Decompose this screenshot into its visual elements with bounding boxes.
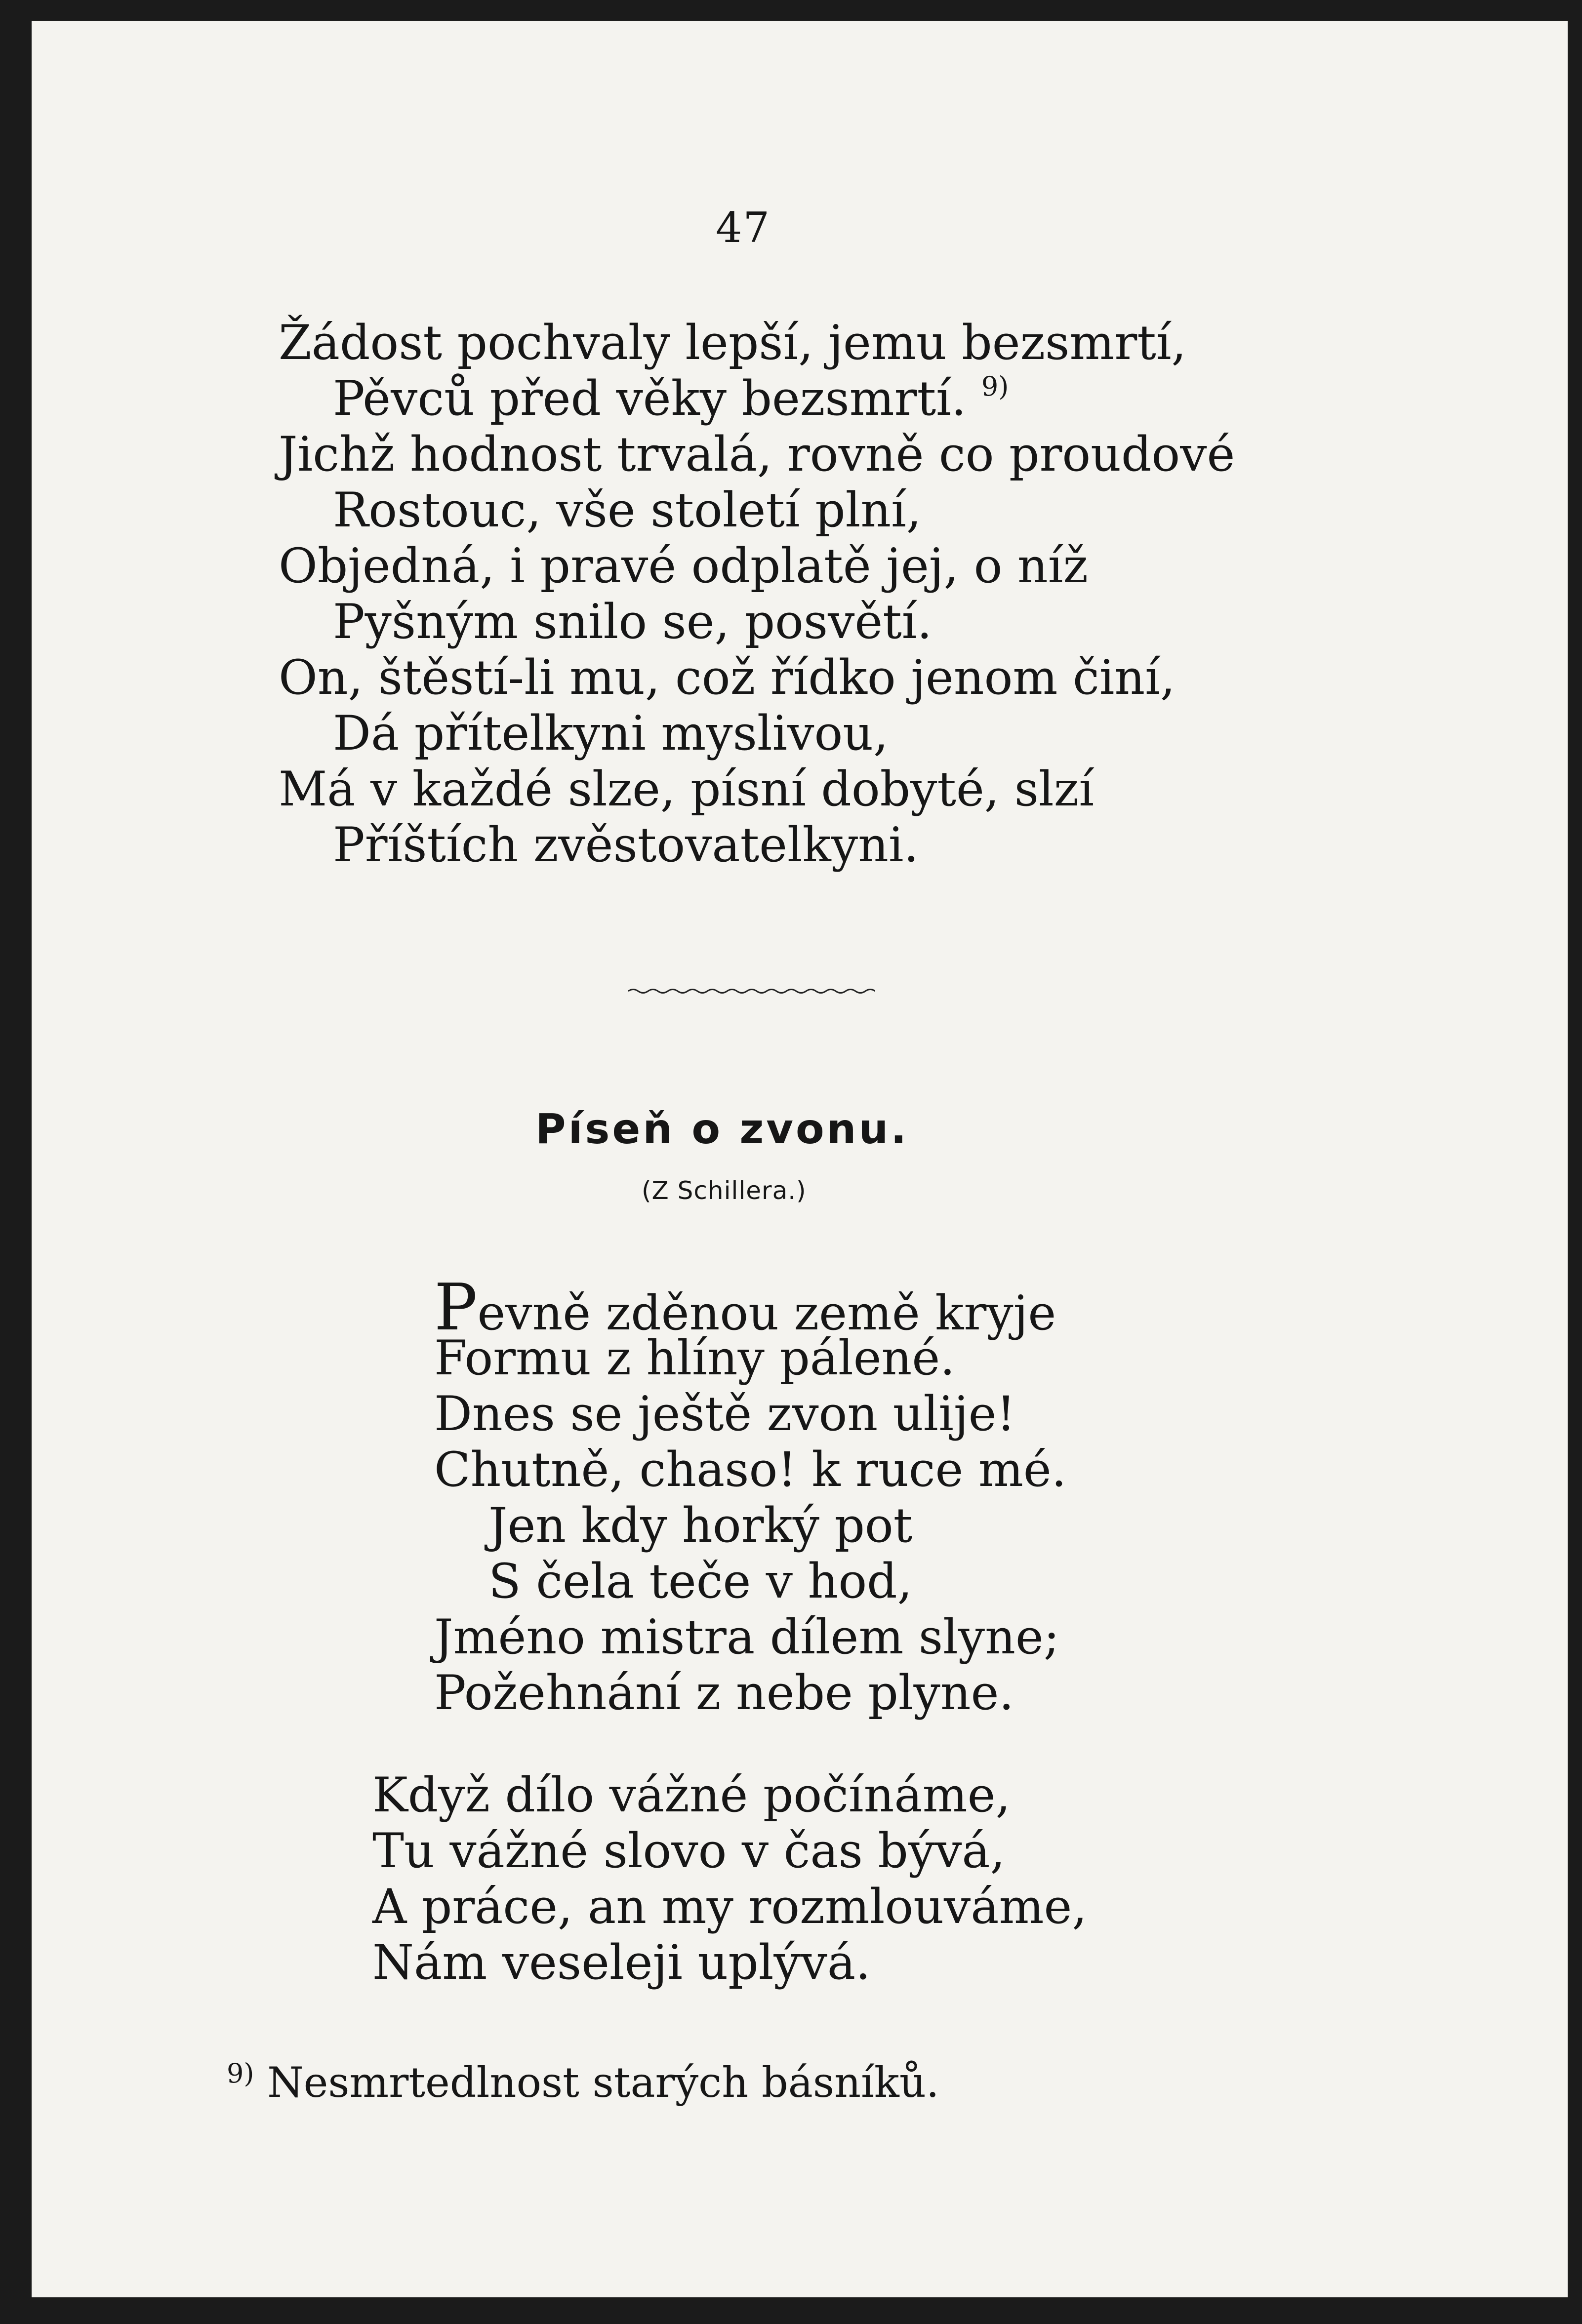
verse-line: Objedná, i pravé odplatě jej, o níž xyxy=(279,538,1088,594)
footnote-text: Nesmrtedlnost starých básníků. xyxy=(267,2058,939,2107)
verse-line: Chutně, chaso! k ruce mé. xyxy=(434,1442,1067,1497)
verse-line: Jméno mistra dílem slyne; xyxy=(434,1609,1060,1665)
verse-line: Má v každé slze, písní dobyté, slzí xyxy=(279,761,1095,817)
poem-title: Píseň o zvonu. xyxy=(535,1105,909,1153)
drop-initial: P xyxy=(434,1270,478,1345)
verse-line: Jen kdy horký pot xyxy=(488,1498,913,1553)
verse-line: Požehnání z nebe plyne. xyxy=(434,1665,1014,1721)
verse-line: Když dílo vážné počínáme, xyxy=(372,1767,1011,1823)
wavy-divider xyxy=(628,988,875,995)
footnote xyxy=(227,2058,939,2107)
verse-line: Dnes se ještě zvon ulije! xyxy=(434,1386,1016,1442)
footnote-reference: 9) xyxy=(981,371,1009,402)
book-page xyxy=(32,21,1568,2297)
footnote-marker: 9) xyxy=(227,2058,254,2089)
page-number: 47 xyxy=(716,203,771,252)
verse-line: Nám veseleji uplývá. xyxy=(372,1935,871,1990)
verse-line: Dá přítelkyni myslivou, xyxy=(333,706,889,761)
verse-line: Příštích zvěstovatelkyni. xyxy=(333,817,919,873)
poem-subtitle: (Z Schillera.) xyxy=(642,1176,807,1205)
verse-line: A práce, an my rozmlouváme, xyxy=(372,1879,1087,1934)
verse-line: Tu vážné slovo v čas bývá, xyxy=(372,1823,1006,1879)
verse-line: Pyšným snilo se, posvětí. xyxy=(333,594,932,649)
verse-line: On, štěstí-li mu, což řídko jenom činí, xyxy=(279,650,1176,705)
verse-line: Rostouc, vše století plní, xyxy=(333,482,922,538)
verse-line: Jichž hodnost trvalá, rovně co proudové xyxy=(279,427,1235,482)
verse-line: Pevně zděnou země kryje xyxy=(434,1270,1056,1345)
verse-line: Pěvců před věky bezsmrtí. $^{9)}$ xyxy=(333,371,1009,426)
verse-line: Žádost pochvaly lepší, jemu bezsmrtí, xyxy=(279,315,1187,370)
verse-line: Formu z hlíny pálené. xyxy=(434,1330,955,1386)
verse-line: S čela teče v hod, xyxy=(488,1554,913,1609)
